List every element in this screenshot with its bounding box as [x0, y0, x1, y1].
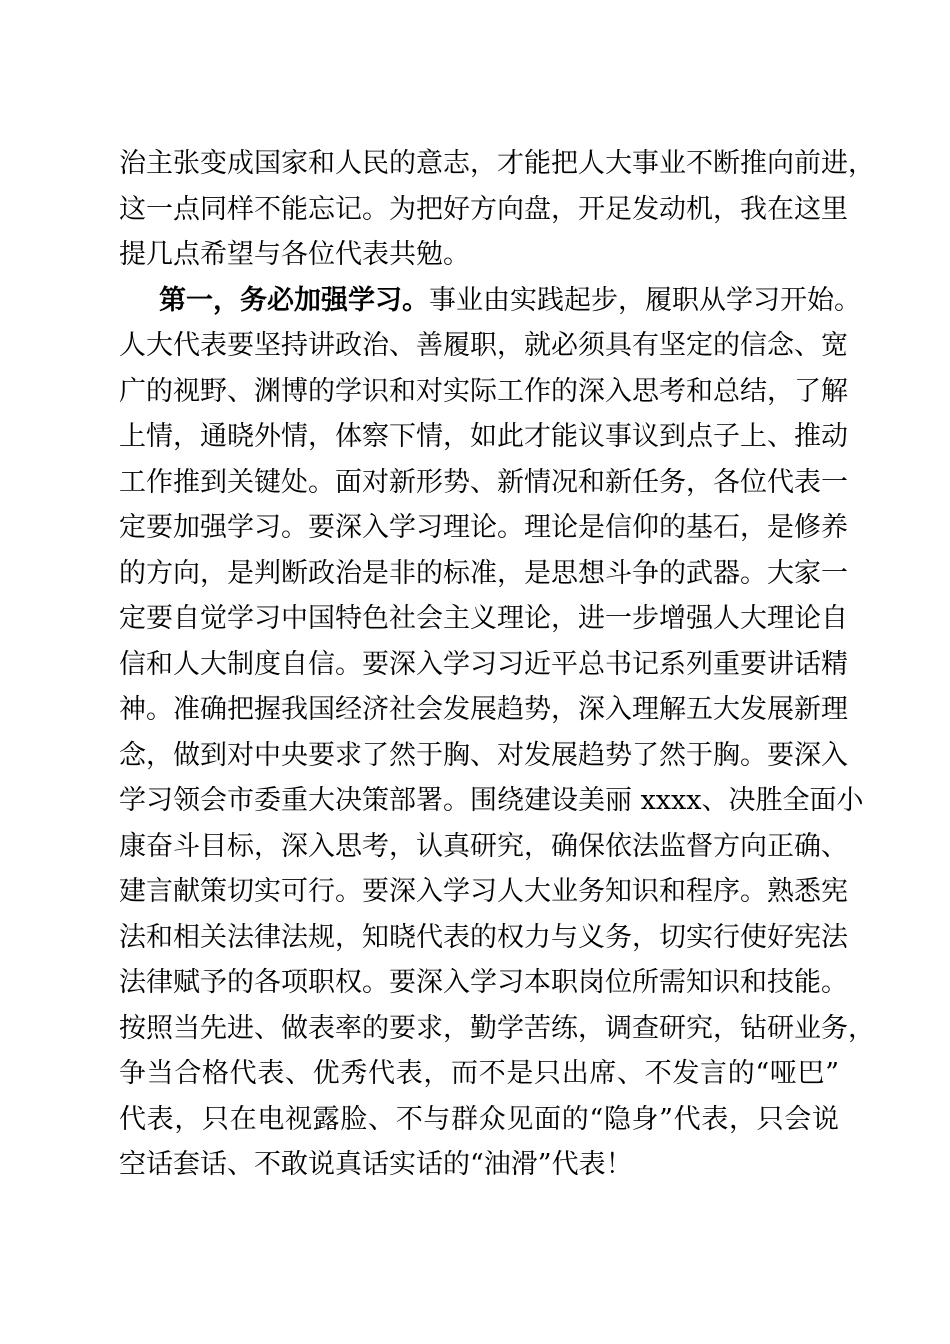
text-line: 神。准确把握我国经济社会发展趋势，深入理解五大发展新理 — [119, 694, 848, 725]
text-line: 空话套话、不敢说真话实话的“油滑”代表！ — [119, 1149, 633, 1180]
document-body — [119, 141, 875, 1188]
text-line: 这一点同样不能忘记。为把好方向盘，开足发动机，我在这里 — [119, 193, 848, 225]
text-line: 工作推到关键处。面对新形势、新情况和新任务，各位代表一 — [119, 466, 848, 498]
text-line: 广的视野、渊博的学识和对实际工作的深入思考和总结，了解 — [119, 375, 848, 407]
text-line: 治主张变成国家和人民的意志，才能把人大事业不断推向前进， — [119, 148, 875, 179]
text-line: 人大代表要坚持讲政治、善履职，就必须具有坚定的信念、宽 — [119, 330, 848, 361]
text-line: 康奋斗目标，深入思考，认真研究，确保依法监督方向正确、 — [119, 830, 848, 862]
text-line: 代表，只在电视露脸、不与群众见面的“隐身”代表，只会说 — [119, 1103, 839, 1135]
text-line: 按照当先进、做表率的要求，勤学苦练，调查研究，钻研业务， — [119, 1012, 875, 1044]
text-line: 法律赋予的各项职权。要深入学习本职岗位所需知识和技能。 — [119, 967, 848, 998]
paragraph-first-line — [119, 278, 861, 324]
text-line: 提几点希望与各位代表共勉。 — [119, 239, 470, 270]
text-line: 法和相关法律法规，知晓代表的权力与义务，切实行使好宪法 — [119, 921, 848, 953]
text-line: 上情，通晓外情，体察下情，如此才能议事议到点子上、推动 — [119, 421, 848, 452]
text-line: 建言献策切实可行。要深入学习人大业务知识和程序。熟悉宪 — [119, 876, 848, 907]
text-line: 学习领会市委重大决策部署。围绕建设美丽 xxxx、决胜全面小 — [119, 785, 864, 816]
section-heading: 第一，务必加强学习。 — [159, 284, 429, 316]
text-line: 定要加强学习。要深入学习理论。理论是信仰的基石，是修养 — [119, 512, 848, 543]
text-line: 的方向，是判断政治是非的标准，是思想斗争的武器。大家一 — [119, 557, 848, 589]
text-line: 定要自觉学习中国特色社会主义理论，进一步增强人大理论自 — [119, 603, 848, 634]
text-line: 争当合格代表、优秀代表，而不是只出席、不发言的“哑巴” — [119, 1058, 839, 1089]
text-line: 信和人大制度自信。要深入学习习近平总书记系列重要讲话精 — [119, 648, 848, 680]
text-line: 念，做到对中央要求了然于胸、对发展趋势了然于胸。要深入 — [119, 739, 848, 771]
text-span: 事业由实践起步，履职从学习开始。 — [429, 284, 861, 316]
